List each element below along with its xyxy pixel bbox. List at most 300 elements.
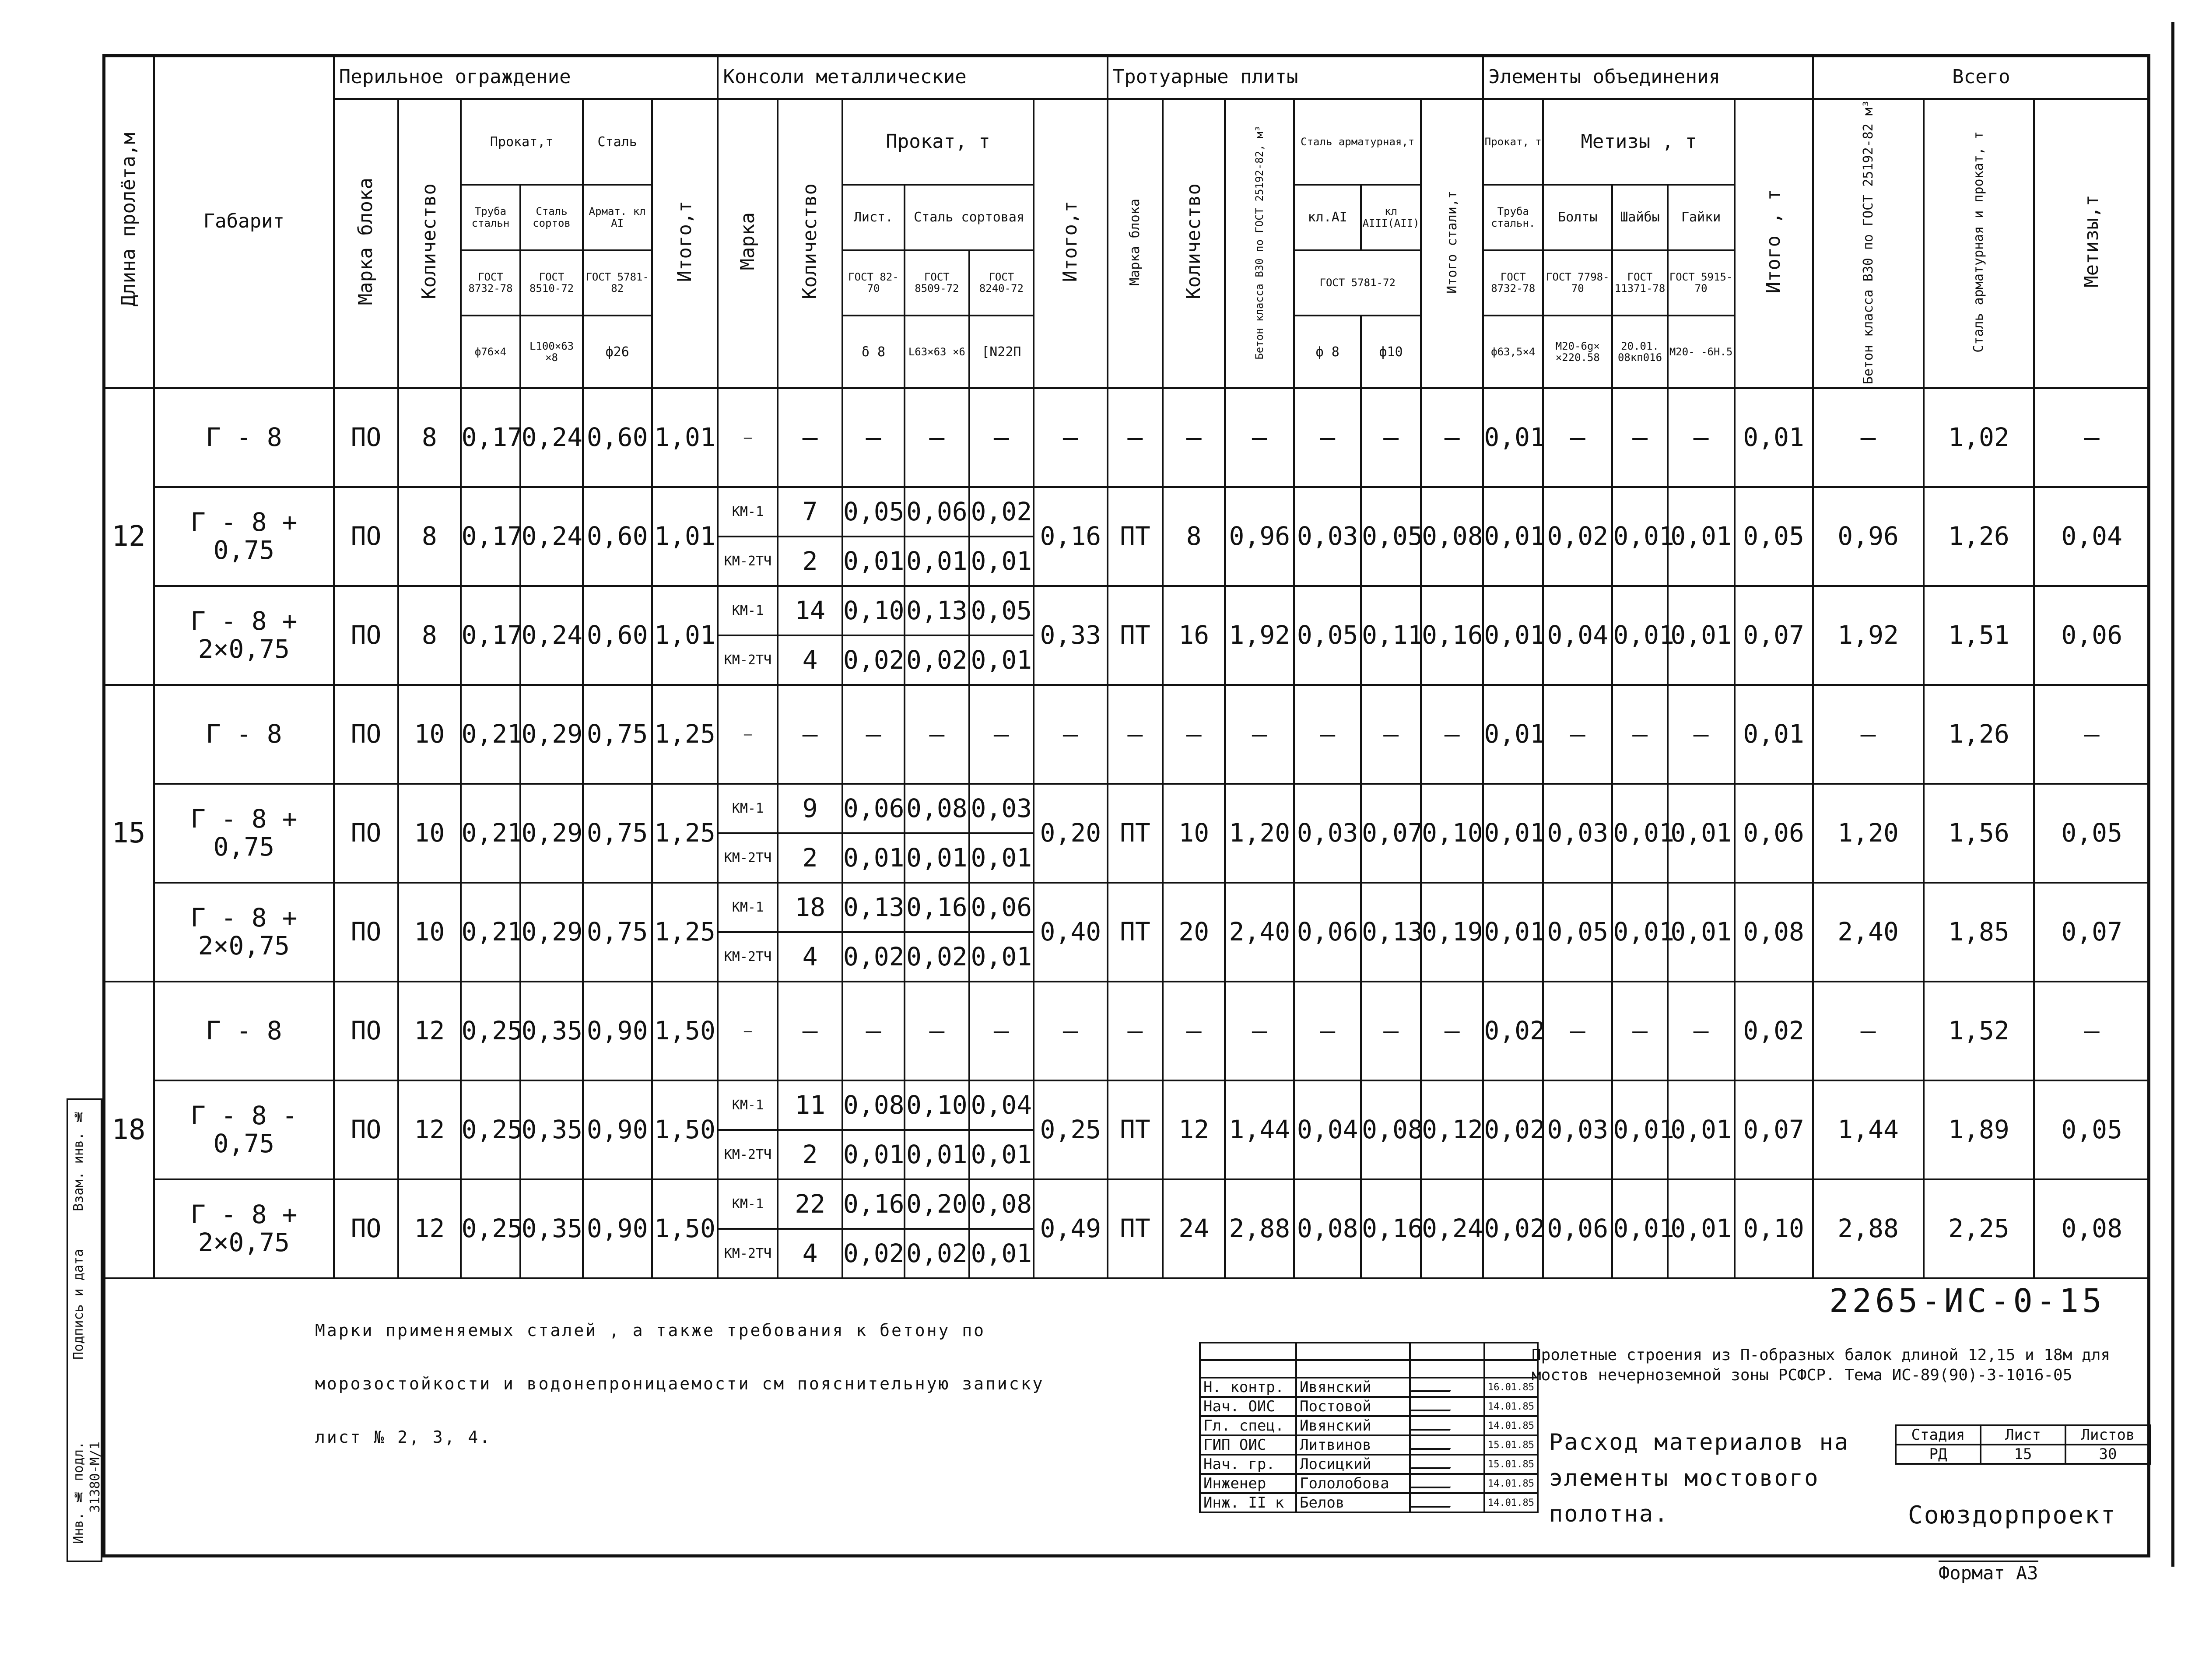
subject-line-1: Расход материалов на: [1549, 1429, 1850, 1456]
total-metizy-cell: —: [2034, 685, 2149, 784]
note-line-1: Марки применяемых сталей , а также требования к бетону по: [315, 1321, 986, 1340]
joining-nut-cell: 0,01: [1668, 883, 1735, 982]
console-channel-cell: 0,03: [969, 784, 1034, 833]
header-joining-nut: Гайки: [1668, 185, 1735, 250]
console-total-cell: —: [1034, 388, 1108, 487]
header-railing-armat: Армат. кл АI: [583, 185, 652, 250]
joining-total-cell: 0,07: [1735, 1080, 1813, 1179]
console-list-cell: 0,01: [842, 537, 905, 586]
total-steel-cell: 1,85: [1924, 883, 2034, 982]
span-length-cell: 15: [103, 685, 154, 982]
stamp-role: Н. контр.: [1200, 1378, 1296, 1397]
joining-total-cell: 0,08: [1735, 883, 1813, 982]
joining-washer-cell: —: [1612, 982, 1667, 1080]
project-title: Пролетные строения из П-образных балок длиной 12,15 и 18м для мостов нечерноземной зоны РСФСР. Тема ИС-89(90)-3-1016-05: [1532, 1346, 2111, 1384]
stamp-role: Гл. спец.: [1200, 1416, 1296, 1435]
document-code: 2265-ИС-0-15: [1829, 1282, 2105, 1320]
console-list-cell: 0,06: [842, 784, 905, 833]
sidewalk-mark-cell: —: [1108, 685, 1163, 784]
railing-pipe-cell: 0,17: [461, 388, 521, 487]
sidewalk-beton-cell: 1,20: [1225, 784, 1294, 883]
console-channel-cell: 0,06: [969, 883, 1034, 932]
railing-sort-cell: 0,29: [520, 784, 582, 883]
header-console-sort: Сталь сортовая: [905, 185, 1034, 250]
header-console-dim3: [N22П: [969, 316, 1034, 388]
console-channel-cell: 0,05: [969, 586, 1034, 635]
header-joining-dim3: 20.01. 08кп016: [1612, 316, 1667, 388]
railing-mark-cell: ПО: [334, 1080, 399, 1179]
console-total-cell: 0,49: [1034, 1179, 1108, 1278]
joining-prokat-cell: 0,01: [1483, 487, 1543, 586]
subject-line-2: элементы мостового: [1549, 1465, 1820, 1491]
organization: Союздорпроект: [1908, 1501, 2117, 1529]
joining-bolt-cell: —: [1543, 388, 1612, 487]
sidewalk-total-cell: 0,16: [1421, 586, 1483, 685]
total-steel-cell: 2,25: [1924, 1179, 2034, 1278]
stamp-date: 14.01.85: [1484, 1493, 1538, 1512]
total-metizy-cell: 0,06: [2034, 586, 2149, 685]
signature-mark: [1410, 1476, 1455, 1488]
joining-total-cell: 0,01: [1735, 685, 1813, 784]
stamp-name: Постовой: [1296, 1397, 1410, 1416]
sidewalk-mark-cell: ПТ: [1108, 586, 1163, 685]
header-joining-dim1: ф63,5×4: [1483, 316, 1543, 388]
railing-qty-cell: 12: [398, 982, 460, 1080]
console-qty-cell: 22: [778, 1179, 842, 1229]
sidewalk-mark-cell: ПТ: [1108, 883, 1163, 982]
console-list-cell: —: [842, 982, 905, 1080]
railing-total-cell: 1,50: [652, 1179, 718, 1278]
header-console-gost1: ГОСТ 82-70: [842, 250, 905, 316]
console-mark-cell: КМ-1: [718, 586, 778, 635]
header-console-prokat: Прокат, т: [842, 99, 1034, 185]
sidewalk-qty-cell: —: [1163, 388, 1225, 487]
stamp-role: Нач. ОИС: [1200, 1397, 1296, 1416]
railing-pipe-cell: 0,21: [461, 685, 521, 784]
strip-vz: Взам. инв. №: [71, 1109, 86, 1211]
console-qty-cell: 4: [778, 1229, 842, 1278]
header-joining-metizy: Метизы , т: [1543, 99, 1734, 185]
gabarit-cell: Г - 8 + 2×0,75: [154, 883, 334, 982]
sheet-value: 15: [1981, 1445, 2065, 1464]
console-mark-cell: КМ-2ТЧ: [718, 537, 778, 586]
gabarit-cell: Г - 8 + 0,75: [154, 487, 334, 586]
total-beton-cell: —: [1813, 982, 1924, 1080]
sidewalk-total-cell: 0,24: [1421, 1179, 1483, 1278]
joining-washer-cell: —: [1612, 388, 1667, 487]
console-total-cell: 0,25: [1034, 1080, 1108, 1179]
header-span-length: Длина пролёта,м: [103, 55, 154, 388]
sidewalk-steel1-cell: —: [1294, 685, 1361, 784]
console-list-cell: 0,02: [842, 1229, 905, 1278]
header-railing-pipe: Труба стальн: [461, 185, 521, 250]
console-qty-cell: 4: [778, 932, 842, 982]
sidewalk-total-cell: —: [1421, 388, 1483, 487]
stage-label: Стадия: [1896, 1425, 1981, 1445]
console-channel-cell: 0,02: [969, 487, 1034, 537]
header-joining-gost2: ГОСТ 7798-70: [1543, 250, 1612, 316]
gabarit-cell: Г - 8 + 0,75: [154, 784, 334, 883]
sheets-value: 30: [2065, 1445, 2150, 1464]
stamp-date: 14.01.85: [1484, 1397, 1538, 1416]
console-angle-cell: 0,06: [905, 487, 969, 537]
sidewalk-steel2-cell: —: [1361, 982, 1421, 1080]
railing-mark-cell: ПО: [334, 883, 399, 982]
header-railing-qty: Количество: [398, 99, 460, 388]
joining-washer-cell: 0,01: [1612, 784, 1667, 883]
sidewalk-qty-cell: 12: [1163, 1080, 1225, 1179]
console-channel-cell: 0,01: [969, 1130, 1034, 1179]
sidewalk-steel2-cell: —: [1361, 388, 1421, 487]
stamp-role: ГИП ОИС: [1200, 1435, 1296, 1455]
header-sidewalk-beton: Бетон класса В30 по ГОСТ 25192-82, м³: [1225, 99, 1294, 388]
sidewalk-beton-cell: 1,44: [1225, 1080, 1294, 1179]
joining-bolt-cell: 0,05: [1543, 883, 1612, 982]
sidewalk-beton-cell: 2,40: [1225, 883, 1294, 982]
console-qty-cell: 4: [778, 635, 842, 685]
stamp-signature: [1410, 1435, 1484, 1455]
subject-line-3: полотна.: [1549, 1501, 1669, 1527]
header-joining-gost4: ГОСТ 5915-70: [1668, 250, 1735, 316]
gabarit-cell: Г - 8: [154, 685, 334, 784]
stamp-date: 14.01.85: [1484, 1416, 1538, 1435]
header-railing-steel: Сталь: [583, 99, 652, 185]
sheet-label: Лист: [1981, 1425, 2065, 1445]
header-railing: Перильное ограждение: [334, 55, 718, 99]
total-metizy-cell: 0,05: [2034, 784, 2149, 883]
joining-nut-cell: 0,01: [1668, 1080, 1735, 1179]
railing-qty-cell: 8: [398, 388, 460, 487]
console-qty-cell: 9: [778, 784, 842, 833]
header-joining-gost1: ГОСТ 8732-78: [1483, 250, 1543, 316]
sidewalk-beton-cell: —: [1225, 982, 1294, 1080]
sheets-label: Листов: [2065, 1425, 2150, 1445]
header-joining-gost3: ГОСТ 11371-78: [1612, 250, 1667, 316]
total-beton-cell: 1,20: [1813, 784, 1924, 883]
signature-mark: [1410, 1438, 1455, 1450]
stamp-role: Инженер: [1200, 1474, 1296, 1493]
console-total-cell: 0,20: [1034, 784, 1108, 883]
console-angle-cell: 0,13: [905, 586, 969, 635]
gabarit-cell: Г - 8 - 0,75: [154, 1080, 334, 1179]
header-joining: Элементы объединения: [1483, 55, 1813, 99]
console-angle-cell: 0,02: [905, 635, 969, 685]
sidewalk-steel1-cell: 0,03: [1294, 487, 1361, 586]
header-console-list: Лист.: [842, 185, 905, 250]
console-mark-cell: КМ-2ТЧ: [718, 1229, 778, 1278]
console-mark-cell: КМ-2ТЧ: [718, 932, 778, 982]
console-list-cell: 0,10: [842, 586, 905, 635]
console-angle-cell: 0,08: [905, 784, 969, 833]
joining-bolt-cell: 0,06: [1543, 1179, 1612, 1278]
console-mark-cell: КМ-2ТЧ: [718, 635, 778, 685]
signature-stamp: [1199, 1342, 1539, 1513]
header-railing-gost3: ГОСТ 5781-82: [583, 250, 652, 316]
railing-total-cell: 1,01: [652, 487, 718, 586]
console-channel-cell: 0,01: [969, 1229, 1034, 1278]
stamp-name: Лосицкий: [1296, 1455, 1410, 1474]
stamp-signature: [1410, 1397, 1484, 1416]
header-sidewalk-dim2: ф10: [1361, 316, 1421, 388]
signature-mark: [1410, 1380, 1455, 1392]
console-angle-cell: 0,10: [905, 1080, 969, 1130]
console-list-cell: —: [842, 685, 905, 784]
console-angle-cell: 0,20: [905, 1179, 969, 1229]
joining-washer-cell: 0,01: [1612, 586, 1667, 685]
sidewalk-beton-cell: 0,96: [1225, 487, 1294, 586]
joining-nut-cell: —: [1668, 982, 1735, 1080]
sidewalk-steel2-cell: —: [1361, 685, 1421, 784]
railing-armat-cell: 0,90: [583, 1080, 652, 1179]
stamp-name: Литвинов: [1296, 1435, 1410, 1455]
total-beton-cell: —: [1813, 685, 1924, 784]
railing-armat-cell: 0,60: [583, 487, 652, 586]
stamp-name: Ивянский: [1296, 1416, 1410, 1435]
total-steel-cell: 1,26: [1924, 685, 2034, 784]
note-line-3: лист № 2, 3, 4.: [315, 1427, 492, 1447]
header-joining-washer: Шайбы: [1612, 185, 1667, 250]
console-qty-cell: —: [778, 685, 842, 784]
total-metizy-cell: 0,07: [2034, 883, 2149, 982]
gabarit-cell: Г - 8: [154, 388, 334, 487]
header-console-total: Итого,т: [1034, 99, 1108, 388]
sidewalk-steel2-cell: 0,11: [1361, 586, 1421, 685]
header-railing-sort: Сталь сортов: [520, 185, 582, 250]
railing-pipe-cell: 0,17: [461, 586, 521, 685]
console-total-cell: 0,33: [1034, 586, 1108, 685]
stamp-row: [1200, 1416, 1538, 1435]
joining-prokat-cell: 0,01: [1483, 784, 1543, 883]
console-qty-cell: 7: [778, 487, 842, 537]
railing-pipe-cell: 0,21: [461, 784, 521, 883]
sidewalk-steel1-cell: 0,05: [1294, 586, 1361, 685]
gabarit-cell: Г - 8 + 2×0,75: [154, 586, 334, 685]
stamp-signature: [1410, 1378, 1484, 1397]
sheet-info: [1895, 1424, 2151, 1465]
console-total-cell: 0,40: [1034, 883, 1108, 982]
joining-washer-cell: 0,01: [1612, 1179, 1667, 1278]
railing-total-cell: 1,25: [652, 685, 718, 784]
total-metizy-cell: —: [2034, 388, 2149, 487]
railing-armat-cell: 0,60: [583, 586, 652, 685]
header-railing-mark: Марка блока: [334, 99, 399, 388]
sidewalk-mark-cell: ПТ: [1108, 784, 1163, 883]
total-metizy-cell: 0,04: [2034, 487, 2149, 586]
joining-prokat-cell: 0,02: [1483, 1179, 1543, 1278]
header-console-dim2: L63×63 ×6: [905, 316, 969, 388]
sidewalk-steel1-cell: 0,04: [1294, 1080, 1361, 1179]
stamp-date: 16.01.85: [1484, 1378, 1538, 1397]
console-channel-cell: 0,01: [969, 635, 1034, 685]
console-total-cell: 0,16: [1034, 487, 1108, 586]
sidewalk-total-cell: 0,08: [1421, 487, 1483, 586]
header-joining-bolt: Болты: [1543, 185, 1612, 250]
railing-qty-cell: 12: [398, 1179, 460, 1278]
sidewalk-qty-cell: —: [1163, 685, 1225, 784]
console-angle-cell: 0,02: [905, 1229, 969, 1278]
console-qty-cell: —: [778, 982, 842, 1080]
stamp-role: Нач. гр.: [1200, 1455, 1296, 1474]
console-channel-cell: 0,01: [969, 833, 1034, 883]
joining-total-cell: 0,01: [1735, 388, 1813, 487]
header-joining-pipe: Труба стальн.: [1483, 185, 1543, 250]
railing-sort-cell: 0,29: [520, 685, 582, 784]
header-console-mark: Марка: [718, 99, 778, 388]
total-steel-cell: 1,56: [1924, 784, 2034, 883]
stamp-row: [1200, 1435, 1538, 1455]
header-consoles: Консоли металлические: [718, 55, 1107, 99]
console-qty-cell: 14: [778, 586, 842, 635]
stamp-name: Ивянский: [1296, 1378, 1410, 1397]
total-metizy-cell: 0,08: [2034, 1179, 2149, 1278]
stamp-signature: [1410, 1493, 1484, 1512]
railing-pipe-cell: 0,21: [461, 883, 521, 982]
railing-qty-cell: 10: [398, 784, 460, 883]
sidewalk-beton-cell: 2,88: [1225, 1179, 1294, 1278]
sidewalk-total-cell: —: [1421, 685, 1483, 784]
railing-total-cell: 1,01: [652, 388, 718, 487]
right-binding-line: [2171, 22, 2174, 1567]
sidewalk-mark-cell: —: [1108, 388, 1163, 487]
console-channel-cell: 0,04: [969, 1080, 1034, 1130]
console-list-cell: 0,01: [842, 1130, 905, 1179]
total-beton-cell: 1,92: [1813, 586, 1924, 685]
header-console-gost3: ГОСТ 8240-72: [969, 250, 1034, 316]
railing-total-cell: 1,50: [652, 982, 718, 1080]
stamp-row: [1200, 1474, 1538, 1493]
joining-total-cell: 0,07: [1735, 586, 1813, 685]
console-mark-cell: КМ-2ТЧ: [718, 833, 778, 883]
console-channel-cell: 0,01: [969, 537, 1034, 586]
signature-mark: [1410, 1399, 1455, 1411]
joining-prokat-cell: 0,02: [1483, 1080, 1543, 1179]
railing-total-cell: 1,01: [652, 586, 718, 685]
sidewalk-qty-cell: 20: [1163, 883, 1225, 982]
joining-nut-cell: —: [1668, 685, 1735, 784]
railing-mark-cell: ПО: [334, 784, 399, 883]
total-steel-cell: 1,89: [1924, 1080, 2034, 1179]
railing-total-cell: 1,50: [652, 1080, 718, 1179]
console-angle-cell: —: [905, 982, 969, 1080]
console-channel-cell: —: [969, 388, 1034, 487]
console-total-cell: —: [1034, 685, 1108, 784]
sidewalk-steel2-cell: 0,13: [1361, 883, 1421, 982]
joining-total-cell: 0,06: [1735, 784, 1813, 883]
header-console-qty: Количество: [778, 99, 842, 388]
console-angle-cell: —: [905, 388, 969, 487]
sidewalk-qty-cell: 16: [1163, 586, 1225, 685]
stamp-row: [1200, 1455, 1538, 1474]
total-beton-cell: 1,44: [1813, 1080, 1924, 1179]
sidewalk-steel1-cell: 0,08: [1294, 1179, 1361, 1278]
sidewalk-qty-cell: —: [1163, 982, 1225, 1080]
console-qty-cell: 2: [778, 537, 842, 586]
joining-nut-cell: 0,01: [1668, 784, 1735, 883]
console-mark-cell: КМ-2ТЧ: [718, 1130, 778, 1179]
format-label: Формат А3: [1939, 1561, 2038, 1584]
sidewalk-steel1-cell: 0,03: [1294, 784, 1361, 883]
railing-pipe-cell: 0,25: [461, 982, 521, 1080]
header-console-dim1: δ 8: [842, 316, 905, 388]
joining-bolt-cell: 0,03: [1543, 784, 1612, 883]
total-beton-cell: 2,40: [1813, 883, 1924, 982]
stamp-signature: [1410, 1416, 1484, 1435]
console-channel-cell: 0,01: [969, 932, 1034, 982]
joining-nut-cell: —: [1668, 388, 1735, 487]
railing-sort-cell: 0,35: [520, 982, 582, 1080]
railing-armat-cell: 0,75: [583, 784, 652, 883]
railing-pipe-cell: 0,25: [461, 1179, 521, 1278]
railing-qty-cell: 8: [398, 586, 460, 685]
note-line-2: морозостойкости и водонепроницаемости см пояснительную записку: [315, 1374, 1045, 1393]
railing-qty-cell: 8: [398, 487, 460, 586]
sidewalk-beton-cell: —: [1225, 388, 1294, 487]
stamp-row: [1200, 1493, 1538, 1512]
railing-mark-cell: ПО: [334, 1179, 399, 1278]
header-sidewalk-total: Итого стали,т: [1421, 99, 1483, 388]
gabarit-cell: Г - 8: [154, 982, 334, 1080]
sidewalk-qty-cell: 8: [1163, 487, 1225, 586]
joining-prokat-cell: 0,01: [1483, 685, 1543, 784]
sidewalk-beton-cell: —: [1225, 685, 1294, 784]
joining-prokat-cell: 0,02: [1483, 982, 1543, 1080]
console-qty-cell: 2: [778, 1130, 842, 1179]
console-list-cell: 0,13: [842, 883, 905, 932]
console-list-cell: 0,05: [842, 487, 905, 537]
railing-total-cell: 1,25: [652, 784, 718, 883]
stamp-role: Инж. II к: [1200, 1493, 1296, 1512]
sidewalk-mark-cell: ПТ: [1108, 1080, 1163, 1179]
console-mark-cell: —: [718, 982, 778, 1080]
railing-pipe-cell: 0,25: [461, 1080, 521, 1179]
joining-nut-cell: 0,01: [1668, 487, 1735, 586]
stamp-signature: [1410, 1455, 1484, 1474]
sidewalk-steel2-cell: 0,16: [1361, 1179, 1421, 1278]
console-angle-cell: 0,01: [905, 1130, 969, 1179]
header-sidewalk-qty: Количество: [1163, 99, 1225, 388]
railing-total-cell: 1,25: [652, 883, 718, 982]
stamp-date: 14.01.85: [1484, 1474, 1538, 1493]
header-sidewalk-gost: ГОСТ 5781-72: [1294, 250, 1421, 316]
span-length-cell: 12: [103, 388, 154, 685]
railing-mark-cell: ПО: [334, 487, 399, 586]
header-joining-total: Итого , т: [1735, 99, 1813, 388]
header-joining-prokat: Прокат, т: [1483, 99, 1543, 185]
console-mark-cell: КМ-1: [718, 1179, 778, 1229]
joining-washer-cell: —: [1612, 685, 1667, 784]
railing-armat-cell: 0,90: [583, 1179, 652, 1278]
stamp-date: 15.01.85: [1484, 1455, 1538, 1474]
joining-nut-cell: 0,01: [1668, 1179, 1735, 1278]
sidewalk-steel2-cell: 0,07: [1361, 784, 1421, 883]
header-railing-dim1: ф76×4: [461, 316, 521, 388]
console-channel-cell: —: [969, 982, 1034, 1080]
left-binding-strip: [67, 1098, 102, 1562]
railing-sort-cell: 0,24: [520, 487, 582, 586]
header-railing-prokat: Прокат,т: [461, 99, 583, 185]
railing-armat-cell: 0,75: [583, 685, 652, 784]
total-steel-cell: 1,52: [1924, 982, 2034, 1080]
sidewalk-mark-cell: ПТ: [1108, 487, 1163, 586]
strip-sign: Подпись и дата: [71, 1249, 86, 1360]
stamp-name: Белов: [1296, 1493, 1410, 1512]
strip-num: 31380-М/1: [88, 1442, 103, 1513]
joining-nut-cell: 0,01: [1668, 586, 1735, 685]
sidewalk-steel2-cell: 0,08: [1361, 1080, 1421, 1179]
console-list-cell: 0,02: [842, 635, 905, 685]
sidewalk-total-cell: 0,10: [1421, 784, 1483, 883]
railing-armat-cell: 0,90: [583, 982, 652, 1080]
